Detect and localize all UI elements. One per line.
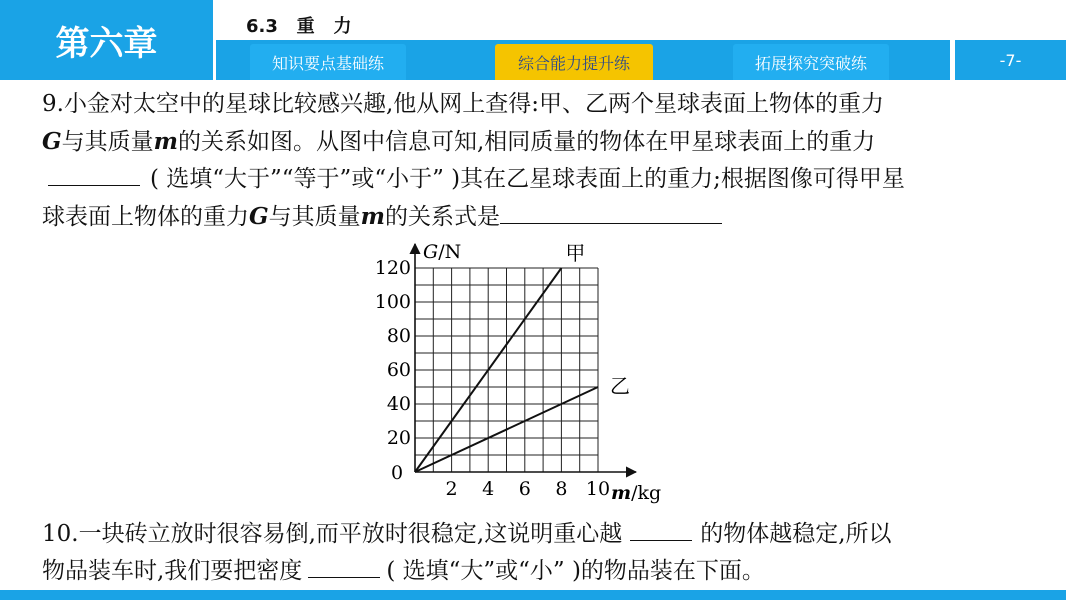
- footer-bar: [0, 590, 1066, 600]
- answer-blank-center[interactable]: [630, 516, 692, 541]
- y-axis-label: G/N: [423, 241, 462, 263]
- section-title: 6.3 重 力: [246, 16, 352, 37]
- y-tick-label: 100: [374, 291, 411, 313]
- x-tick-label: 4: [482, 478, 495, 500]
- q10-line-2: 物品装车时,我们要把密度 ( 选填“大”或“小” )的物品装在下面。: [42, 553, 1042, 590]
- y-tick-label: 40: [386, 393, 411, 415]
- answer-blank-formula[interactable]: [500, 199, 722, 224]
- tab-basic-practice[interactable]: 知识要点基础练: [250, 44, 406, 80]
- var-m: m: [360, 203, 385, 230]
- x-tick-label: 8: [555, 478, 568, 500]
- y-tick-label: 80: [386, 325, 411, 347]
- chapter-label: 第六章: [0, 0, 213, 80]
- q9-line-3: ( 选填“大于”“等于”或“小于” )其在乙星球表面上的重力;根据图像可得甲星: [42, 161, 1042, 198]
- series-label-0: 甲: [565, 241, 586, 265]
- q9-line-4: 球表面上物体的重力G与其质量m的关系式是: [42, 198, 1042, 236]
- question-10: [42, 516, 1042, 590]
- tab-extension-practice[interactable]: 拓展探究突破练: [733, 44, 889, 80]
- var-g: G: [42, 128, 62, 155]
- origin-label: 0: [390, 462, 404, 484]
- q9-line-1: 9.小金对太空中的星球比较感兴趣,他从网上查得:甲、乙两个星球表面上物体的重力: [42, 91, 885, 117]
- y-tick-label: 20: [386, 427, 411, 449]
- question-9: [42, 86, 1042, 236]
- q10-line-1: 10.一块砖立放时很容易倒,而平放时很稳定,这说明重心越 的物体越稳定,所以: [42, 516, 1042, 553]
- q9-line-2: G与其质量m的关系如图。从图中信息可知,相同质量的物体在甲星球表面上的重力: [42, 128, 876, 155]
- x-tick-label: 10: [585, 478, 611, 500]
- answer-blank-density[interactable]: [308, 553, 380, 578]
- tab-comprehensive-practice[interactable]: 综合能力提升练: [495, 44, 653, 80]
- answer-blank-compare[interactable]: [48, 161, 140, 186]
- x-tick-label: 2: [445, 478, 458, 500]
- y-tick-label: 60: [386, 359, 411, 381]
- series-label-1: 乙: [610, 374, 630, 398]
- x-tick-label: 6: [518, 478, 531, 500]
- y-tick-label: 120: [374, 257, 411, 279]
- page-number: -7-: [955, 40, 1066, 80]
- var-g: G: [249, 203, 269, 230]
- var-m: m: [153, 128, 178, 155]
- x-axis-label: m/kg: [611, 482, 662, 504]
- g-m-chart: [360, 238, 680, 508]
